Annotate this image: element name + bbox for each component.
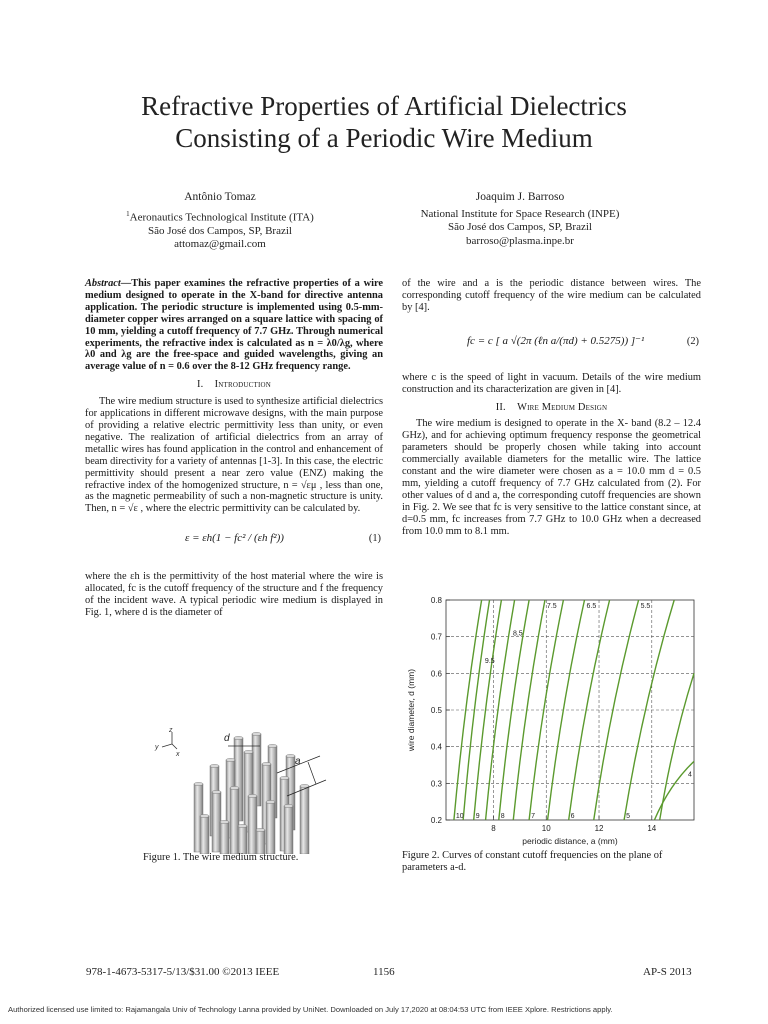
wire-rod [220, 822, 229, 854]
wire-rod-cap [262, 762, 271, 765]
wire-rod-cap [220, 820, 229, 823]
author-block-2 [395, 191, 645, 248]
author-email: attomaz@gmail.com [174, 238, 266, 251]
wire-rod-cap [248, 794, 257, 797]
wire-rod-cap [226, 758, 235, 761]
chart-y-axis-label: wire diameter, d (mm) [406, 668, 416, 752]
figure-2-chart [402, 592, 702, 848]
curve-label: 10 [455, 813, 464, 820]
author-city: São José dos Campos, SP, Brazil [448, 221, 592, 233]
wire-rod [256, 830, 265, 854]
equation-2: fc = c [ a √(2π (ℓn a/(πd) + 0.5275)) ]⁻¹ [467, 334, 645, 347]
wire-rod-cap [286, 754, 295, 757]
curve-label: 9.5 [484, 658, 495, 665]
author-affiliation: National Institute for Space Research (INPE) [420, 207, 620, 220]
x-tick-label: 8 [491, 824, 496, 833]
curve-label: 9 [475, 813, 480, 820]
wire-rod-cap [238, 824, 247, 827]
wire-rod-cap [244, 750, 253, 753]
chart-grid [446, 600, 694, 820]
section-number: II. [495, 401, 506, 413]
x-tick-label: 14 [647, 824, 657, 833]
section-heading-wire-medium-design [402, 402, 701, 414]
footer-conference: AP-S 2013 [643, 966, 692, 978]
wire-rod-cap [300, 784, 309, 787]
wire-rod [300, 786, 309, 854]
label-a: a [295, 756, 301, 767]
right-paragraph-2: where c is the speed of light in vacuum. Details of the wire medium construction and its characterization are given in [4]. [402, 371, 701, 395]
y-tick-label: 0.3 [430, 779, 442, 789]
section-title: Wire Medium Design [517, 401, 608, 413]
curve-label: 8.5 [512, 630, 523, 638]
wire-rod-cap [234, 736, 243, 739]
wire-rod-cap [210, 764, 219, 767]
section-heading-introduction [85, 379, 383, 391]
wire-rod-cap [212, 790, 221, 793]
wire-rod-cap [266, 800, 275, 803]
intro-paragraph-1: The wire medium structure is used to synthesize artificial dielectrics for applications in different microwave designs, with the main purpose of providing a relative electric permittivity less than unity, or even negative. The realization of artificial dielectrics from an array of metallic wires has found application in the control and enhancement of beam directivity for a variety of antennas [1-3]. In this case, the electric permittivity should present a near zero value (ENZ) making the refractive index of the homogenized structure, n = √εμ , less than one, as the magnetic permeability of such a non-magnetic structure is unity. Then, n = √ε , where the electric permittivity can be calculated by. [85, 396, 383, 515]
wire-rod [284, 806, 293, 854]
axis-triad [162, 732, 177, 749]
chart-x-axis-label: periodic distance, a (mm) [522, 836, 618, 846]
wire-rod-cap [256, 828, 265, 831]
section-number: I. [196, 379, 204, 391]
equation-1-row [85, 521, 383, 565]
y-tick-label: 0.5 [430, 706, 442, 715]
wire-rod [212, 792, 221, 852]
figure-1-wire-medium [150, 726, 330, 854]
footer-page-number: 1156 [373, 966, 395, 978]
wire-rod-cap [230, 786, 239, 789]
left-column [85, 278, 383, 619]
curve-label: 7 [531, 813, 536, 820]
figure-2-caption: Figure 2. Curves of constant cutoff frequencies on the plane of parameters a-d. [402, 850, 663, 873]
curve-label: 8 [500, 813, 505, 820]
right-paragraph-1: of the wire and a is the periodic distance between wires. The corresponding cutoff frequency of the wire medium can be calculated by [4]. [402, 278, 701, 313]
curve-label: 5.5 [640, 603, 651, 610]
equation-2-row [402, 318, 701, 368]
y-tick-label: 0.6 [430, 669, 442, 679]
y-tick-label: 0.8 [430, 596, 442, 605]
equation-2-number: (2) [686, 335, 699, 347]
wire-rod [238, 826, 247, 854]
curve-label: 6 [570, 813, 575, 820]
y-tick-label: 0.2 [430, 816, 442, 825]
y-tick-label: 0.4 [430, 742, 442, 752]
author-name: Joaquim J. Barroso [475, 191, 565, 203]
wire-rod-cap [280, 776, 289, 779]
wire-rod [266, 802, 275, 854]
x-tick-label: 12 [594, 824, 604, 833]
figure-1-caption: Figure 1. The wire medium structure. [143, 852, 299, 863]
license-notice: Authorized licensed use limited to: Rajamangala Univ of Technology Lanna provided by UniNet. Downloaded on July 17,2020 at 08:04:53 UTC from IEEE Xplore. Restrictions apply. [8, 1005, 613, 1014]
right-column [402, 278, 701, 538]
affiliation-marker: 1 [126, 209, 130, 218]
equation-1-number: (1) [368, 533, 381, 545]
y-tick-label: 0.7 [430, 632, 442, 642]
author-affiliation [95, 208, 345, 225]
paper-title [40, 90, 728, 154]
curve-label: 6.5 [586, 603, 597, 610]
author-city: São José dos Campos, SP, Brazil [148, 224, 292, 237]
wire-rod-cap [284, 804, 293, 807]
section-title: Introduction [214, 379, 272, 391]
title-line-1: Refractive Properties of Artificial Dielectrics [141, 91, 627, 121]
author-block-1 [95, 191, 345, 252]
curve-label: 5 [626, 813, 630, 820]
label-d: d [224, 733, 230, 744]
affiliation-text: Aeronautics Technological Institute (ITA) [129, 211, 314, 224]
wire-rod-cap [268, 744, 277, 747]
abstract-text: —This paper examines the refractive properties of a wire medium designed to operate in the X-band for directive antenna application. The periodic structure is implemented using 0.5-mm-diameter copper wires arranged on a square lattice with spacing of 10 mm, yielding a cutoff frequency of 7.7 GHz. Through numerical experiments, the refractive index is calculated as n = λ0/λg, where λ0 and λg are the free-space and guided wavelengths, giving an average value of n = 0.6 over the 8-12 GHz frequency range. [85, 278, 383, 373]
author-name: Antônio Tomaz [184, 191, 256, 203]
wire-rod [248, 796, 257, 854]
wire-rod [200, 816, 209, 854]
curve-label: 4 [688, 771, 692, 779]
abstract-label: Abstract [85, 278, 121, 289]
wire-rod-cap [200, 814, 209, 817]
wire-rods [194, 732, 309, 854]
wire-rod-cap [194, 782, 203, 785]
design-paragraph: The wire medium is designed to operate in the X- band (8.2 – 12.4 GHz), and for achieving optimum frequency response the geometrical parameters should be properly chosen while taking into account commercially available diameters for the metallic wire. The lattice constant and the wire diameter were chosen as a = 10.0 mm d = 0.5 mm, yielding a cutoff frequency of 7.7 GHz calculated from (2). For other values of d and a, the corresponding cutoff frequencies are shown in Fig. 2. We see that fc is very sensitive to the lattice constant since, at d=0.5 mm, fc increases from 7.7 GHz to 10.0 GHz when a decreased from 10.0 mm to 8.1 mm. [402, 418, 701, 537]
intro-paragraph-2: where the εh is the permittivity of the host material where the wire is allocated, fc is the cutoff frequency of the structure and f the frequency of the incident wave. A typical periodic wire medium is displayed in Fig. 1, where d is the diameter of [85, 571, 383, 618]
abstract [85, 278, 383, 373]
title-line-2: Consisting of a Periodic Wire Medium [175, 123, 593, 153]
axis-x-label: x [176, 751, 180, 758]
x-tick-label: 10 [541, 824, 551, 833]
axis-y-label: y [155, 744, 159, 751]
author-email: barroso@plasma.inpe.br [466, 234, 574, 247]
footer-isbn: 978-1-4673-5317-5/13/$31.00 ©2013 IEEE [86, 966, 280, 978]
curve-label: 7.5 [546, 603, 557, 610]
wire-rod-cap [252, 732, 261, 735]
wire-rod [230, 788, 239, 854]
axis-z-label: z [169, 727, 173, 734]
equation-1: ε = εh(1 − fc² / (εh f²)) [185, 532, 284, 545]
